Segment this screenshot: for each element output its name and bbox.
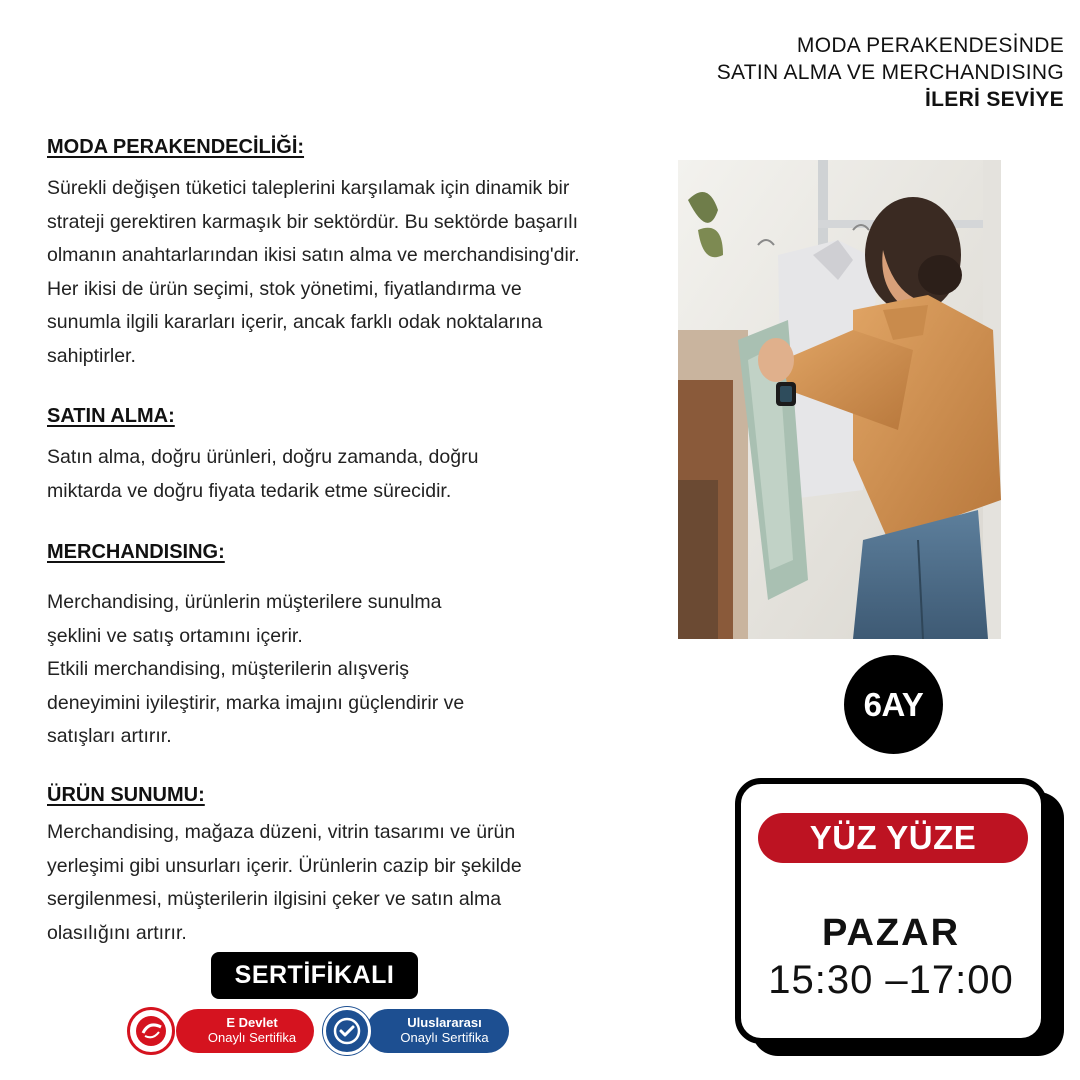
text-line: Satın alma, doğru ürünleri, doğru zamanda, doğru (47, 446, 479, 468)
text-line: satışları artırır. (47, 725, 172, 747)
schedule-time: 15:30 –17:00 (768, 958, 1014, 1002)
buying-section-title: SATIN ALMA: (47, 405, 175, 427)
text-line: Her ikisi de ürün seçimi, stok yönetimi, fiyatlandırma ve (47, 277, 522, 300)
duration-badge: 6AY (844, 655, 943, 754)
text-line: miktarda ve doğru fiyata tedarik etme sürecidir. (47, 479, 452, 502)
edevlet-badge (176, 1009, 314, 1053)
text-line: Etkili merchandising, müşterilerin alışveriş (47, 658, 409, 680)
edevlet-badge-title: E Devlet (226, 1015, 278, 1030)
check-icon (323, 1007, 371, 1055)
text-line: olmanın anahtarlarından ikisi satın alma ve merchandising'dir. (47, 244, 580, 266)
text-line: strateji gerektiren karmaşık bir sektördür. Bu sektörde başarılı (47, 210, 579, 233)
text-line: sergilenmesi, müşterilerin ilgisini çeker ve satın alma (47, 888, 502, 910)
merch-section-title: MERCHANDISING: (47, 541, 225, 563)
shopping-woman-photo (678, 160, 1001, 639)
text-line: Merchandising, ürünlerin müşterilere sunulma (47, 591, 442, 613)
edevlet-logo-icon (127, 1007, 175, 1055)
retail-section-title: MODA PERAKENDECİLİĞİ: (47, 136, 305, 158)
format-badge: YÜZ YÜZE (758, 813, 1028, 863)
presentation-section-title: ÜRÜN SUNUMU: (47, 784, 205, 806)
text-line: sunumla ilgili kararları içerir, ancak farklı odak noktalarına (47, 311, 543, 333)
course-title-line-2: SATIN ALMA VE MERCHANDISING (716, 61, 1064, 84)
course-title (717, 32, 1064, 113)
text-line: Sürekli değişen tüketici taleplerini karşılamak için dinamik bir (47, 177, 570, 199)
text-line: yerleşimi gibi unsurları içerir. Ürünlerin cazip bir şekilde (47, 854, 522, 877)
text-line: sahiptirler. (47, 344, 136, 367)
text-line: deneyimini iyileştirir, marka imajını güçlendirir ve (47, 691, 465, 714)
international-badge-title: Uluslararası (407, 1015, 482, 1030)
buying-section-text (47, 441, 478, 508)
text-line: şeklini ve satış ortamını içerir. (47, 624, 303, 647)
presentation-section-text (47, 816, 522, 950)
course-title-line-1: MODA PERAKENDESİNDE (796, 34, 1064, 57)
retail-section-text (47, 172, 580, 373)
text-line: Merchandising, mağaza düzeni, vitrin tasarımı ve ürün (47, 821, 516, 843)
international-badge-subtitle: Onaylı Sertifika (400, 1030, 489, 1045)
course-level: İLERİ SEVİYE (925, 88, 1064, 111)
edevlet-badge-subtitle: Onaylı Sertifika (207, 1030, 297, 1045)
certificate-label: SERTİFİKALI (211, 952, 418, 999)
international-badge (366, 1009, 509, 1053)
schedule-day: PAZAR (821, 912, 961, 954)
merch-section-text (47, 586, 464, 754)
text-line: olasılığını artırır. (47, 921, 187, 944)
